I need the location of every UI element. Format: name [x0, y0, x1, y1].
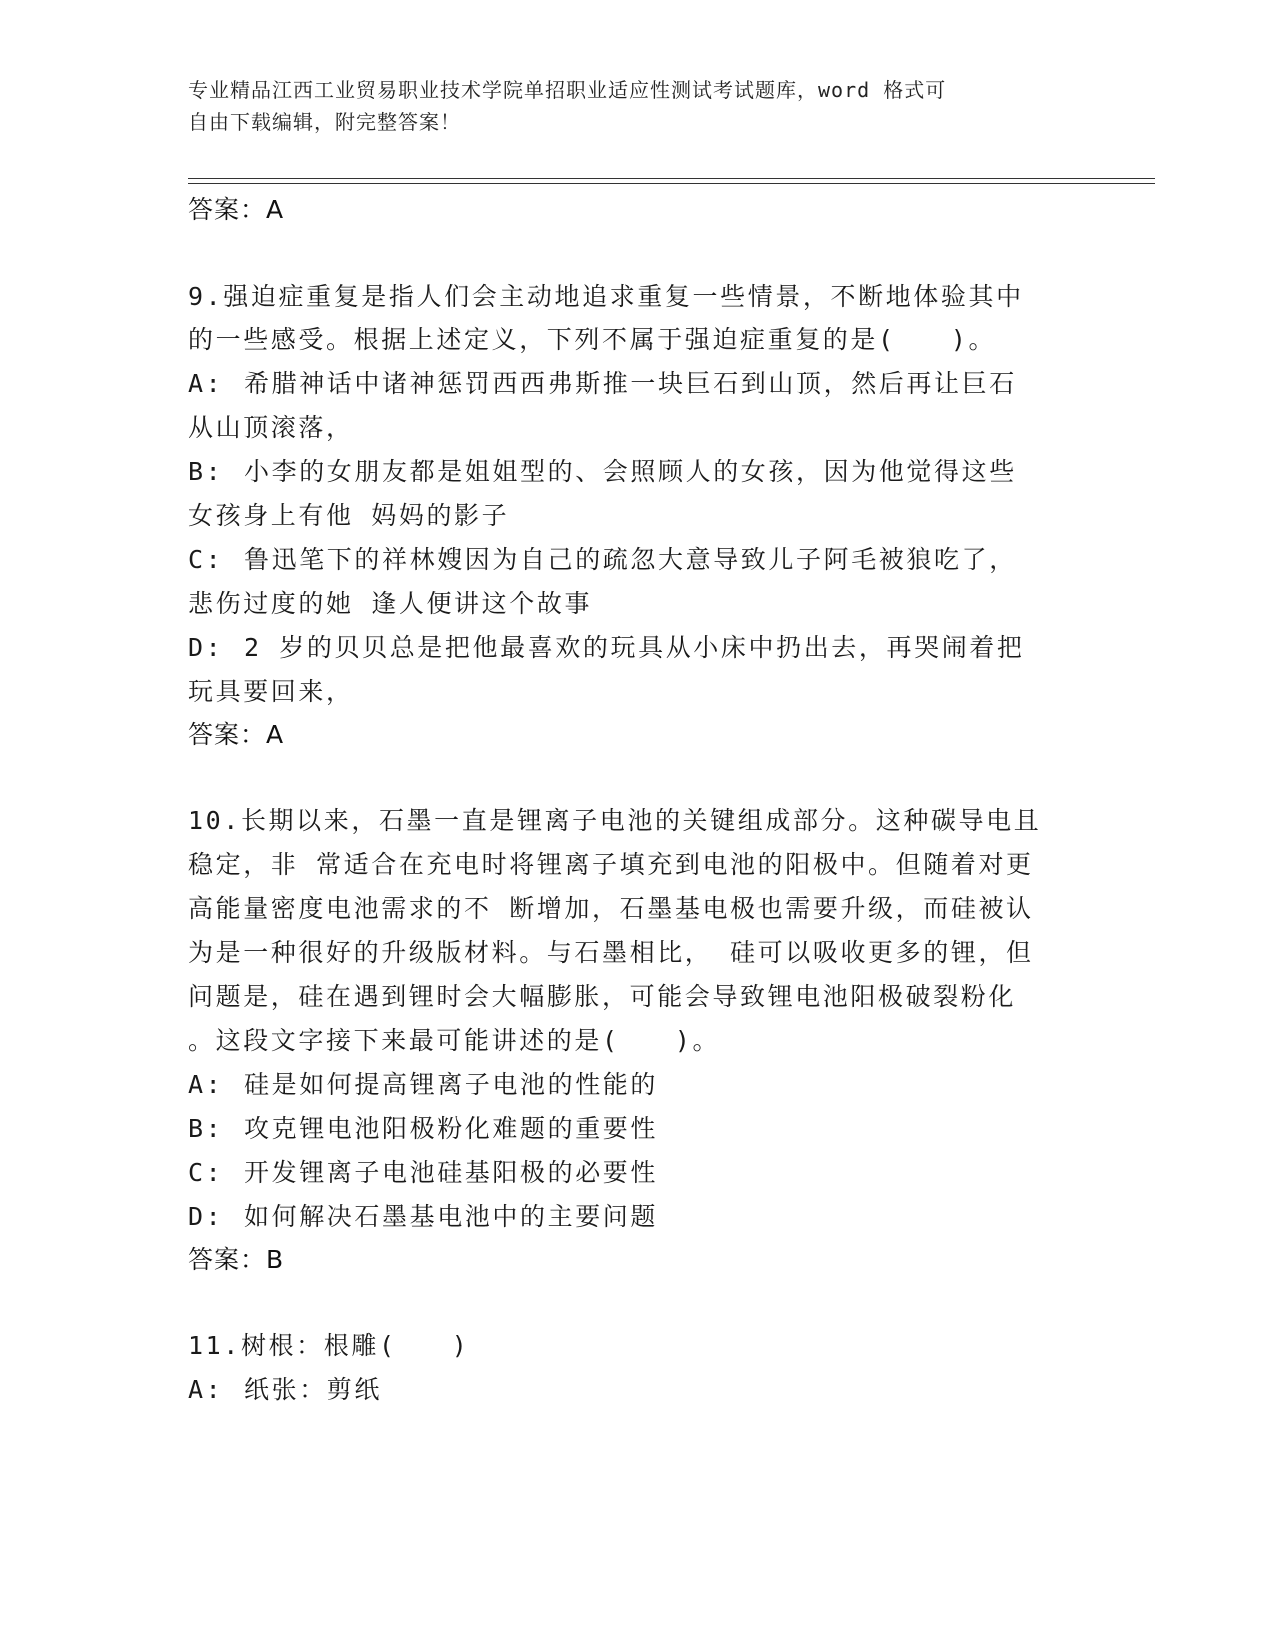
option-text: 纸张：剪纸 — [244, 1375, 383, 1404]
option-text: 攻克锂电池阳极粉化难题的重要性 — [244, 1114, 659, 1143]
option-text: 鲁迅笔下的祥林嫂因为自己的疏忽大意导致儿子阿毛被狼吃了， — [244, 545, 1017, 574]
option-text: 小李的女朋友都是姐姐型的、会照顾人的女孩，因为他觉得这些 — [244, 457, 1017, 486]
option-label: A: — [188, 369, 224, 398]
option-text: 希腊神话中诸神惩罚西西弗斯推一块巨石到山顶，然后再让巨石 — [244, 369, 1017, 398]
q10-stem-line-2: 稳定，非 常适合在充电时将锂离子填充到电池的阳极中。但随着对更 — [188, 850, 1034, 879]
q9-answer: 答案：A — [188, 720, 285, 749]
q10-option-a — [188, 1065, 658, 1101]
q10-stem-line-5: 问题是，硅在遇到锂时会大幅膨胀，可能会导致锂电池阳极破裂粉化 — [188, 982, 1017, 1011]
q9-option-a-cont: 从山顶滚落， — [188, 413, 354, 442]
answer-previous: 答案：A — [188, 195, 285, 224]
option-label: C: — [188, 545, 224, 574]
q9-option-b — [188, 452, 1017, 488]
q9-stem-line-1: 9.强迫症重复是指人们会主动地追求重复一些情景，不断地体验其中 — [188, 282, 1024, 311]
header-rule-top — [188, 178, 1155, 179]
option-label: B: — [188, 1114, 224, 1143]
option-text: 如何解决石墨基电池中的主要问题 — [244, 1202, 659, 1231]
q9-option-d — [188, 628, 1025, 664]
option-label: A: — [188, 1070, 224, 1099]
header-line-1: 专业精品江西工业贸易职业技术学院单招职业适应性测试考试题库，word 格式可 — [188, 78, 947, 102]
option-label: A: — [188, 1375, 224, 1404]
option-label: D: — [188, 1202, 224, 1231]
header-rule-bottom — [188, 183, 1155, 184]
option-label: D: — [188, 633, 224, 662]
q9-option-c — [188, 540, 1017, 576]
q10-stem-line-1: 10.长期以来，石墨一直是锂离子电池的关键组成部分。这种碳导电且 — [188, 806, 1042, 835]
q10-option-c — [188, 1153, 658, 1189]
q10-stem-line-3: 高能量密度电池需求的不 断增加，石墨基电极也需要升级，而硅被认 — [188, 894, 1034, 923]
q10-stem-line-4: 为是一种很好的升级版材料。与石墨相比， 硅可以吸收更多的锂，但 — [188, 938, 1034, 967]
option-text: 硅是如何提高锂离子电池的性能的 — [244, 1070, 659, 1099]
q9-option-a — [188, 364, 1017, 400]
header-line-2: 自由下载编辑，附完整答案！ — [188, 110, 461, 134]
q11-stem: 11.树根：根雕( ) — [188, 1331, 470, 1360]
q10-answer: 答案：B — [188, 1245, 285, 1274]
option-text: 2 岁的贝贝总是把他最喜欢的玩具从小床中扔出去，再哭闹着把 — [244, 633, 1025, 662]
q9-stem-line-2: 的一些感受。根据上述定义，下列不属于强迫症重复的是( )。 — [188, 325, 997, 354]
q10-option-d — [188, 1197, 658, 1233]
q10-option-b — [188, 1109, 658, 1145]
q9-option-c-cont: 悲伤过度的她 逢人便讲这个故事 — [188, 589, 593, 618]
q10-stem-line-6: 。这段文字接下来最可能讲述的是( )。 — [188, 1026, 721, 1055]
q11-option-a — [188, 1370, 382, 1406]
option-label: C: — [188, 1158, 224, 1187]
q9-option-d-cont: 玩具要回来， — [188, 677, 354, 706]
option-label: B: — [188, 457, 224, 486]
page-header — [188, 74, 1068, 138]
option-text: 开发锂离子电池硅基阳极的必要性 — [244, 1158, 659, 1187]
q9-option-b-cont: 女孩身上有他 妈妈的影子 — [188, 501, 510, 530]
